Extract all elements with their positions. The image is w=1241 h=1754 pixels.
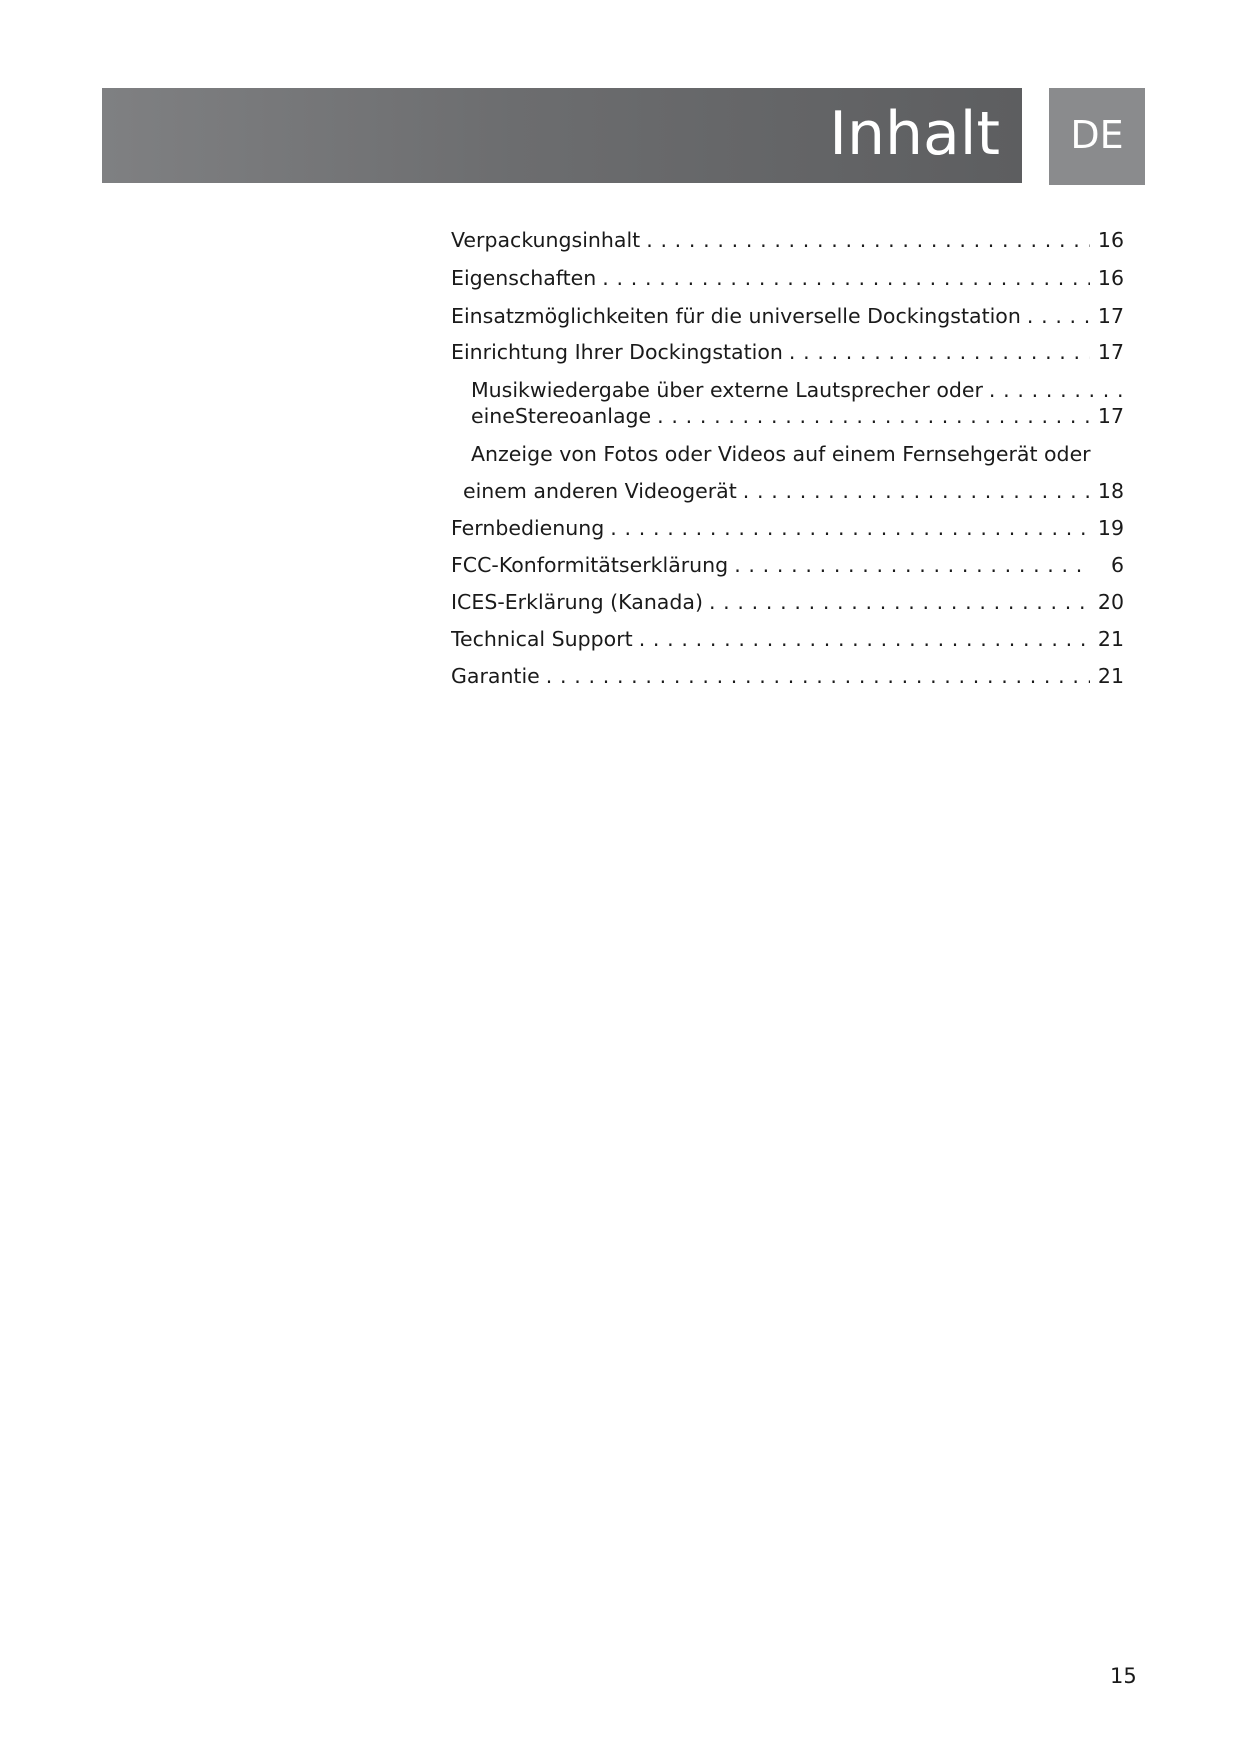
dot-leader — [639, 627, 1090, 651]
toc-entry-page: 16 — [1097, 266, 1124, 290]
toc-entry-title: Technical Support — [451, 627, 633, 651]
toc-entry-page: 16 — [1097, 228, 1124, 252]
toc-entry-page: 19 — [1097, 516, 1124, 540]
toc-entry-page: 20 — [1097, 590, 1124, 614]
dot-leader — [610, 516, 1090, 540]
toc-entry[interactable] — [451, 228, 1124, 258]
dot-leader — [709, 590, 1090, 614]
toc-entry-title: Einrichtung Ihrer Dockingstation — [451, 340, 783, 364]
toc-subentry-line2[interactable] — [463, 479, 1124, 509]
toc-entry-page: 17 — [1097, 404, 1124, 428]
dot-leader — [657, 404, 1090, 428]
toc-entry-page: 18 — [1097, 479, 1124, 503]
toc-entry-page: 21 — [1097, 627, 1124, 651]
dot-leader — [989, 378, 1124, 402]
toc-entry[interactable] — [451, 304, 1124, 334]
toc-entry-page: 6 — [1110, 553, 1124, 577]
toc-entry-page: 21 — [1097, 664, 1124, 688]
toc-entry-title: ICES-Erklärung (Kanada) — [451, 590, 703, 614]
page-title: Inhalt — [829, 99, 1000, 169]
header-bar — [102, 88, 1022, 183]
toc-entry[interactable] — [451, 664, 1124, 694]
toc-entry[interactable] — [451, 340, 1124, 370]
page-number: 15 — [1110, 1664, 1137, 1688]
toc-entry-title: Einsatzmöglichkeiten für die universelle Dockingstation — [451, 304, 1021, 328]
toc-entry-title: Verpackungsinhalt — [451, 228, 641, 252]
toc-entry-title: eineStereoanlage — [471, 404, 652, 428]
toc-entry-title: einem anderen Videogerät — [463, 479, 737, 503]
language-label: DE — [1070, 113, 1124, 157]
toc-entry[interactable] — [451, 266, 1124, 296]
toc-entry-page: 17 — [1097, 340, 1124, 364]
dot-leader — [1027, 304, 1090, 328]
toc-entry-title: Musikwiedergabe über externe Lautsprecher oder — [471, 378, 983, 402]
dot-leader — [734, 553, 1090, 577]
toc-entry-page: 17 — [1097, 304, 1124, 328]
dot-leader — [546, 664, 1090, 688]
toc-entry[interactable] — [451, 516, 1124, 546]
dot-leader — [646, 228, 1090, 252]
dot-leader — [789, 340, 1090, 364]
toc-entry-title: Garantie — [451, 664, 540, 688]
language-tab — [1049, 88, 1145, 185]
toc-subentry-line2[interactable] — [471, 404, 1124, 434]
toc-entry-title: FCC-Konformitätserklärung — [451, 553, 729, 577]
toc-subentry-line1[interactable]: Anzeige von Fotos oder Videos auf einem Fernsehgerät oder — [471, 442, 1091, 466]
toc-entry-title: Fernbedienung — [451, 516, 605, 540]
toc-entry-title: Eigenschaften — [451, 266, 597, 290]
toc-entry[interactable] — [451, 590, 1124, 620]
dot-leader — [743, 479, 1090, 503]
toc-entry[interactable] — [451, 553, 1124, 583]
toc-entry[interactable] — [451, 627, 1124, 657]
dot-leader — [602, 266, 1090, 290]
